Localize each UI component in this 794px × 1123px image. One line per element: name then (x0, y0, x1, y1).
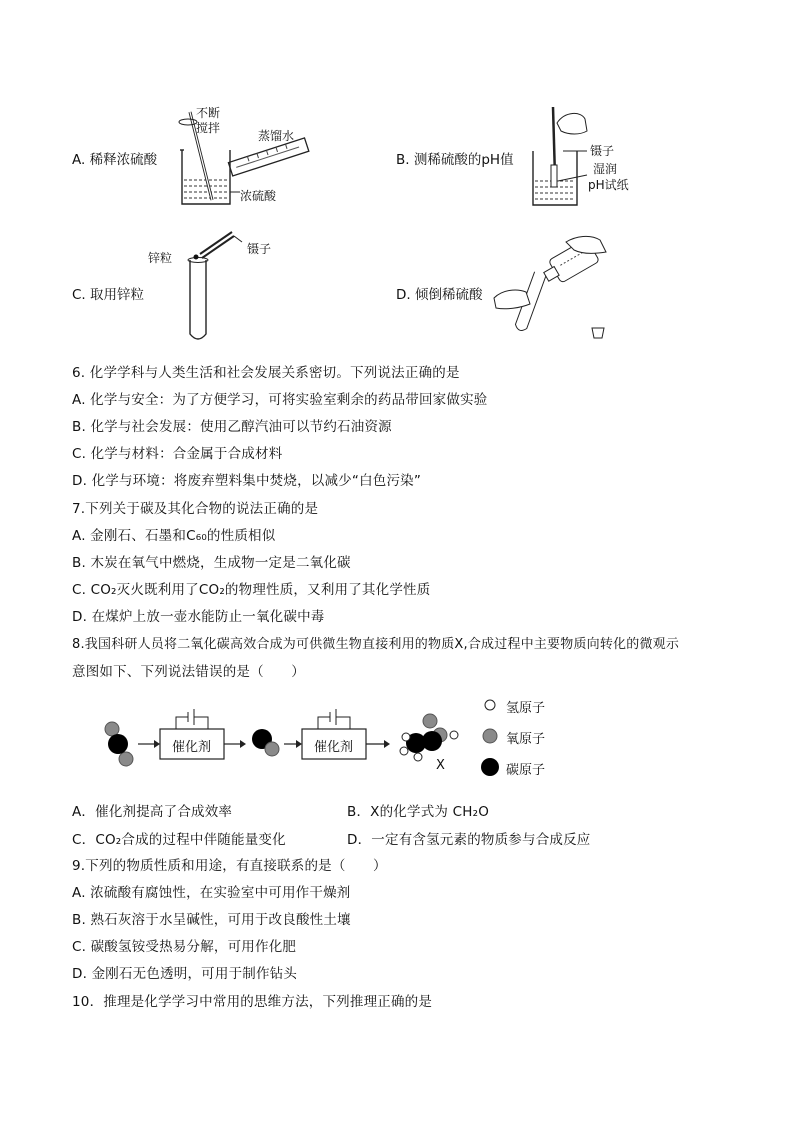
product-x-label: X (436, 758, 445, 773)
catalyst-box-1-label: 催化剂 (172, 740, 212, 755)
atom-legend (478, 695, 502, 780)
label-ph-paper: pH试纸 (588, 178, 629, 192)
q6-option-a: A. 化学与安全：为了方便学习，可将实验室剩余的药品带回家做实验 (72, 392, 488, 408)
q8-option-c: C．CO₂合成的过程中伴随能量变化 (72, 832, 286, 848)
label-stir2: 搅拌 (196, 121, 221, 135)
q5-option-d-label: D. 倾倒稀硫酸 (396, 287, 483, 303)
ph-test-figure (525, 105, 595, 210)
q9-option-c: C. 碳酸氢铵受热易分解，可用作化肥 (72, 939, 297, 955)
q7-option-b: B. 木炭在氧气中燃烧，生成物一定是二氧化碳 (72, 555, 351, 571)
q8-stem-line2: 意图如下、下列说法错误的是（ ） (72, 664, 305, 680)
q9-option-d: D. 金刚石无色透明，可用于制作钻头 (72, 966, 298, 982)
catalyst-box-2-label: 催化剂 (314, 740, 354, 755)
q6-stem: 6. 化学学科与人类生活和社会发展关系密切。下列说法正确的是 (72, 365, 460, 381)
q6-option-b: B. 化学与社会发展：使用乙醇汽油可以节约石油资源 (72, 419, 392, 435)
legend-carbon: 碳原子 (506, 763, 546, 778)
label-zinc: 锌粒 (148, 251, 173, 265)
label-tweezers-b: 镊子 (590, 144, 615, 158)
q8-option-a: A．催化剂提高了合成效率 (72, 804, 233, 820)
q10-stem: 10．推理是化学学习中常用的思维方法，下列推理正确的是 (72, 994, 433, 1010)
pour-acid-figure (490, 232, 610, 342)
label-distilled-water: 蒸馏水 (258, 129, 295, 143)
label-conc-acid: 浓硫酸 (240, 189, 277, 203)
q9-option-a: A. 浓硫酸有腐蚀性，在实验室中可用作干燥剂 (72, 885, 351, 901)
q8-stem-line1: 8.我国科研人员将二氧化碳高效合成为可供微生物直接利用的物质X,合成过程中主要物质向转化的微观示 (72, 637, 680, 652)
q6-option-c: C. 化学与材料：合金属于合成材料 (72, 446, 283, 462)
q8-option-b: B．X的化学式为 CH₂O (347, 804, 490, 820)
label-stir: 不断 (196, 106, 221, 120)
q6-option-d: D. 化学与环境：将废弃塑料集中焚烧，以减少“白色污染” (72, 473, 422, 489)
q5-option-b-label: B. 测稀硫酸的pH值 (396, 152, 514, 168)
co2-conversion-diagram (96, 695, 476, 780)
q7-option-a: A. 金刚石、石墨和C₆₀的性质相似 (72, 528, 276, 544)
q8-option-d: D．一定有含氢元素的物质参与合成反应 (347, 832, 591, 848)
legend-oxygen: 氧原子 (506, 732, 546, 747)
label-wet: 湿润 (593, 162, 618, 176)
q7-stem: 7.下列关于碳及其化合物的说法正确的是 (72, 501, 319, 517)
q5-option-a-label: A. 稀释浓硫酸 (72, 152, 158, 168)
q9-stem: 9.下列的物质性质和用途，有直接联系的是（ ） (72, 858, 387, 874)
q9-option-b: B. 熟石灰溶于水呈碱性，可用于改良酸性土壤 (72, 912, 351, 928)
label-tweezers-c: 镊子 (247, 242, 272, 256)
legend-hydrogen: 氢原子 (506, 701, 546, 716)
q7-option-c: C. CO₂灭火既利用了CO₂的物理性质，又利用了其化学性质 (72, 582, 431, 598)
q7-option-d: D. 在煤炉上放一壶水能防止一氧化碳中毒 (72, 609, 325, 625)
zinc-test-tube-figure (170, 222, 250, 347)
q5-option-c-label: C. 取用锌粒 (72, 287, 145, 303)
